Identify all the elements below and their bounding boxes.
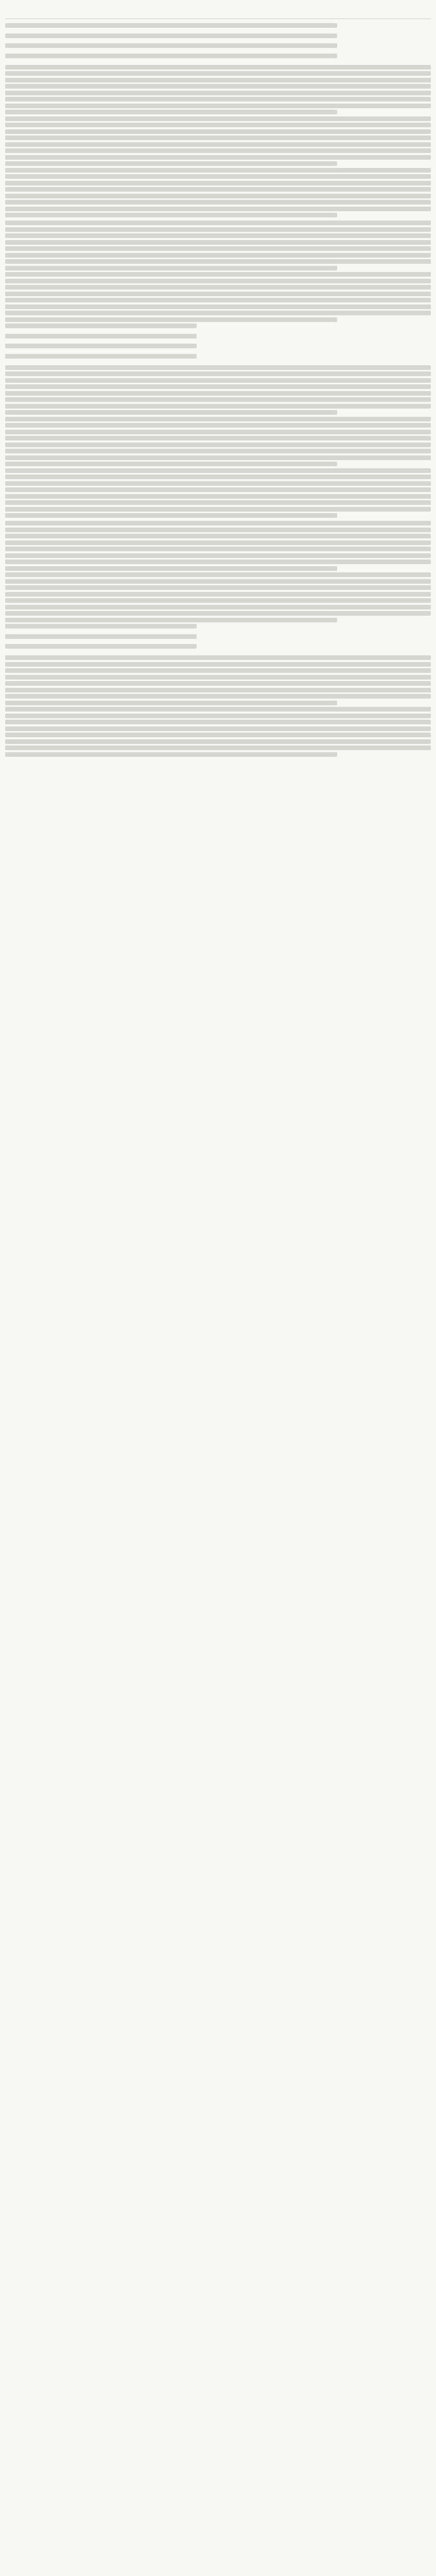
outline-item xyxy=(5,33,431,42)
article-section xyxy=(5,221,431,362)
unreadable-text-placeholder xyxy=(5,194,431,198)
unreadable-text-placeholder xyxy=(5,714,431,718)
unreadable-text-placeholder xyxy=(5,181,431,185)
unreadable-text-placeholder xyxy=(5,579,431,584)
unreadable-text-placeholder xyxy=(5,240,431,245)
unreadable-text-placeholder xyxy=(5,624,197,629)
list-item xyxy=(5,634,431,642)
unreadable-text-placeholder xyxy=(5,423,431,428)
unreadable-text-placeholder xyxy=(5,397,431,402)
unreadable-text-placeholder xyxy=(5,324,197,328)
unreadable-text-placeholder xyxy=(5,468,431,473)
unreadable-text-placeholder xyxy=(5,487,431,492)
unreadable-text-placeholder xyxy=(5,566,337,571)
unreadable-text-placeholder xyxy=(5,662,431,667)
unreadable-text-placeholder xyxy=(5,161,337,166)
list-item xyxy=(5,624,431,632)
unreadable-text-placeholder xyxy=(5,701,337,705)
unreadable-text-placeholder xyxy=(5,253,431,258)
unreadable-text-placeholder xyxy=(5,430,431,434)
unreadable-text-placeholder xyxy=(5,391,431,396)
unreadable-text-placeholder xyxy=(5,43,337,48)
body-paragraph xyxy=(5,272,431,322)
unreadable-text-placeholder xyxy=(5,611,431,616)
body-paragraph xyxy=(5,521,431,571)
article-body xyxy=(5,65,431,757)
unreadable-text-placeholder xyxy=(5,528,431,532)
article-page xyxy=(0,0,436,770)
list-item xyxy=(5,324,431,332)
unreadable-text-placeholder xyxy=(5,481,431,486)
article-section xyxy=(5,65,431,218)
unreadable-text-placeholder xyxy=(5,246,431,251)
dash-list xyxy=(5,624,431,652)
unreadable-text-placeholder xyxy=(5,521,431,526)
unreadable-text-placeholder xyxy=(5,298,431,302)
unreadable-text-placeholder xyxy=(5,71,431,76)
body-paragraph xyxy=(5,365,431,415)
unreadable-text-placeholder xyxy=(5,494,431,499)
unreadable-text-placeholder xyxy=(5,365,431,370)
unreadable-text-placeholder xyxy=(5,23,337,28)
article-outline xyxy=(5,23,431,62)
unreadable-text-placeholder xyxy=(5,404,431,409)
unreadable-text-placeholder xyxy=(5,54,337,58)
unreadable-text-placeholder xyxy=(5,553,431,558)
body-paragraph xyxy=(5,221,431,270)
unreadable-text-placeholder xyxy=(5,200,431,205)
unreadable-text-placeholder xyxy=(5,142,431,147)
unreadable-text-placeholder xyxy=(5,720,431,724)
unreadable-text-placeholder xyxy=(5,681,431,686)
unreadable-text-placeholder xyxy=(5,129,431,134)
unreadable-text-placeholder xyxy=(5,655,431,660)
unreadable-text-placeholder xyxy=(5,474,431,479)
unreadable-text-placeholder xyxy=(5,507,431,512)
unreadable-text-placeholder xyxy=(5,598,431,603)
unreadable-text-placeholder xyxy=(5,148,431,153)
unreadable-text-placeholder xyxy=(5,135,431,140)
unreadable-text-placeholder xyxy=(5,707,431,711)
unreadable-text-placeholder xyxy=(5,694,431,699)
unreadable-text-placeholder xyxy=(5,97,431,101)
unreadable-text-placeholder xyxy=(5,91,431,95)
unreadable-text-placeholder xyxy=(5,733,431,737)
unreadable-text-placeholder xyxy=(5,227,431,232)
list-item xyxy=(5,644,431,652)
unreadable-text-placeholder xyxy=(5,644,197,649)
unreadable-text-placeholder xyxy=(5,547,431,551)
unreadable-text-placeholder xyxy=(5,110,337,114)
unreadable-text-placeholder xyxy=(5,745,431,750)
unreadable-text-placeholder xyxy=(5,384,431,389)
unreadable-text-placeholder xyxy=(5,592,431,597)
unreadable-text-placeholder xyxy=(5,417,431,421)
unreadable-text-placeholder xyxy=(5,123,431,127)
unreadable-text-placeholder xyxy=(5,534,431,538)
unreadable-text-placeholder xyxy=(5,233,431,238)
unreadable-text-placeholder xyxy=(5,605,431,609)
unreadable-text-placeholder xyxy=(5,540,431,545)
unreadable-text-placeholder xyxy=(5,78,431,82)
list-item xyxy=(5,344,431,352)
unreadable-text-placeholder xyxy=(5,213,337,217)
unreadable-text-placeholder xyxy=(5,272,431,277)
unreadable-text-placeholder xyxy=(5,207,431,211)
unreadable-text-placeholder xyxy=(5,304,431,309)
unreadable-text-placeholder xyxy=(5,266,337,270)
unreadable-text-placeholder xyxy=(5,354,197,359)
unreadable-text-placeholder xyxy=(5,311,431,315)
unreadable-text-placeholder xyxy=(5,187,431,192)
unreadable-text-placeholder xyxy=(5,334,197,338)
unreadable-text-placeholder xyxy=(5,726,431,731)
unreadable-text-placeholder xyxy=(5,285,431,290)
unreadable-text-placeholder xyxy=(5,436,431,440)
unreadable-text-placeholder xyxy=(5,65,431,70)
unreadable-text-placeholder xyxy=(5,560,431,564)
unreadable-text-placeholder xyxy=(5,33,337,38)
page-title xyxy=(5,5,431,19)
unreadable-text-placeholder xyxy=(5,449,431,453)
unreadable-text-placeholder xyxy=(5,292,431,296)
unreadable-text-placeholder xyxy=(5,84,431,89)
unreadable-text-placeholder xyxy=(5,317,337,322)
unreadable-text-placeholder xyxy=(5,155,431,160)
unreadable-text-placeholder xyxy=(5,104,431,108)
unreadable-text-placeholder xyxy=(5,378,431,383)
unreadable-text-placeholder xyxy=(5,688,431,692)
list-item xyxy=(5,354,431,362)
unreadable-text-placeholder xyxy=(5,752,337,757)
body-paragraph xyxy=(5,655,431,705)
unreadable-text-placeholder xyxy=(5,739,431,744)
body-paragraph xyxy=(5,468,431,518)
body-paragraph xyxy=(5,417,431,467)
article-section xyxy=(5,365,431,518)
dash-list xyxy=(5,324,431,362)
outline-item xyxy=(5,23,431,31)
unreadable-text-placeholder xyxy=(5,443,431,447)
unreadable-text-placeholder xyxy=(5,572,431,577)
body-paragraph xyxy=(5,116,431,166)
article-section xyxy=(5,655,431,757)
unreadable-text-placeholder xyxy=(5,675,431,680)
unreadable-text-placeholder xyxy=(5,513,337,518)
list-item xyxy=(5,334,431,342)
body-paragraph xyxy=(5,572,431,622)
unreadable-text-placeholder xyxy=(5,221,431,225)
unreadable-text-placeholder xyxy=(5,455,431,460)
unreadable-text-placeholder xyxy=(5,410,337,415)
unreadable-text-placeholder xyxy=(5,462,337,466)
body-paragraph xyxy=(5,707,431,757)
unreadable-text-placeholder xyxy=(5,371,431,376)
unreadable-text-placeholder xyxy=(5,344,197,348)
outline-item xyxy=(5,54,431,62)
unreadable-text-placeholder xyxy=(5,634,197,639)
article-section xyxy=(5,521,431,652)
body-paragraph xyxy=(5,168,431,218)
unreadable-text-placeholder xyxy=(5,168,431,173)
unreadable-text-placeholder xyxy=(5,279,431,283)
unreadable-text-placeholder xyxy=(5,116,431,121)
unreadable-text-placeholder xyxy=(5,259,431,264)
unreadable-text-placeholder xyxy=(5,585,431,590)
unreadable-text-placeholder xyxy=(5,668,431,673)
unreadable-text-placeholder xyxy=(5,174,431,179)
unreadable-text-placeholder xyxy=(5,500,431,505)
unreadable-text-placeholder xyxy=(5,618,337,622)
body-paragraph xyxy=(5,65,431,115)
outline-item xyxy=(5,43,431,52)
